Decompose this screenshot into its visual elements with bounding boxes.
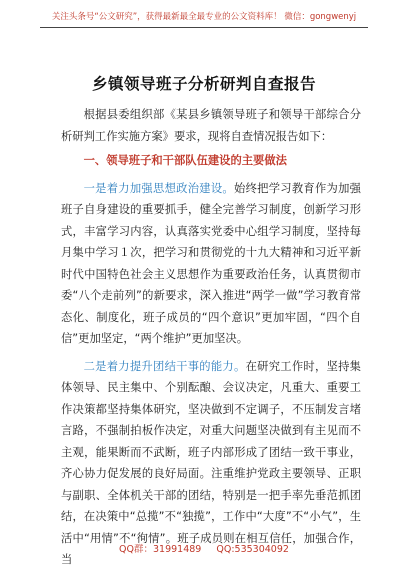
document-title: 乡镇领导班子分析研判自查报告 xyxy=(91,75,316,93)
footer-qq-group: QQ群：31991489 xyxy=(119,544,202,555)
header-divider xyxy=(40,27,368,28)
paragraph-text: 始终把学习教育作为加强班子自身建设的重要抓手，健全完善学习制度，创新学习形式，丰富学习内容，认真落实党委中心组学习制度，坚持每月集中学习１次，把学习和贯彻党的十九大精神和习近平新时代中国特色社会主义思想作为重要政治任务，认真贯彻市委“八个走前列”的新要求，深入推进“两学一做”学习教育常态化、制度化，班子成员的“四个意识”更加牢固，“四个自信”更加坚定，“两个维护”更加坚决。 xyxy=(61,181,361,345)
paragraph-text: 在研究工作时，坚持集体领导、民主集中、个别酝酿、会议决定，凡重大、重要工作决策都坚持集体研究，坚决做到不定调子，不压制发言堵言路，不强制拍板作决定，对重大问题坚决做到有主见而不主观，能果断而不武断，班子内部形成了团结一致干事业，齐心协力促发展的良好局面。注重维护党政主要领导、正职与副职、全体机关干部的团结，特别是一把手率先垂范抓团结，在决策中“总揽”不“独揽”，工作中“大度”不“小气”，生活中“用情”不“徇情”。班子成员则在相互信任，加强合作，当 xyxy=(61,359,361,566)
page-footer xyxy=(0,541,408,555)
paragraph-lead: 二是着力提升团结干事的能力。 xyxy=(83,359,246,373)
intro-paragraph: 根据县委组织部《某县乡镇领导班子和领导干部综合分析研判工作实施方案》要求，现将自查情况报告如下： xyxy=(61,108,361,143)
paragraph-ideology xyxy=(61,178,361,350)
paragraph-lead: 一是着力加强思想政治建设。 xyxy=(83,181,234,195)
section-heading: 一、领导班子和干部队伍建设的主要做法 xyxy=(83,154,287,167)
page-header-banner: 关注头条号“公文研究”，获得最新最全最专业的公文资料库！ 微信：gongwenyj xyxy=(51,12,357,22)
paragraph-unity xyxy=(61,356,361,571)
document-body xyxy=(61,104,361,571)
footer-qq: QQ:535304092 xyxy=(216,544,289,555)
